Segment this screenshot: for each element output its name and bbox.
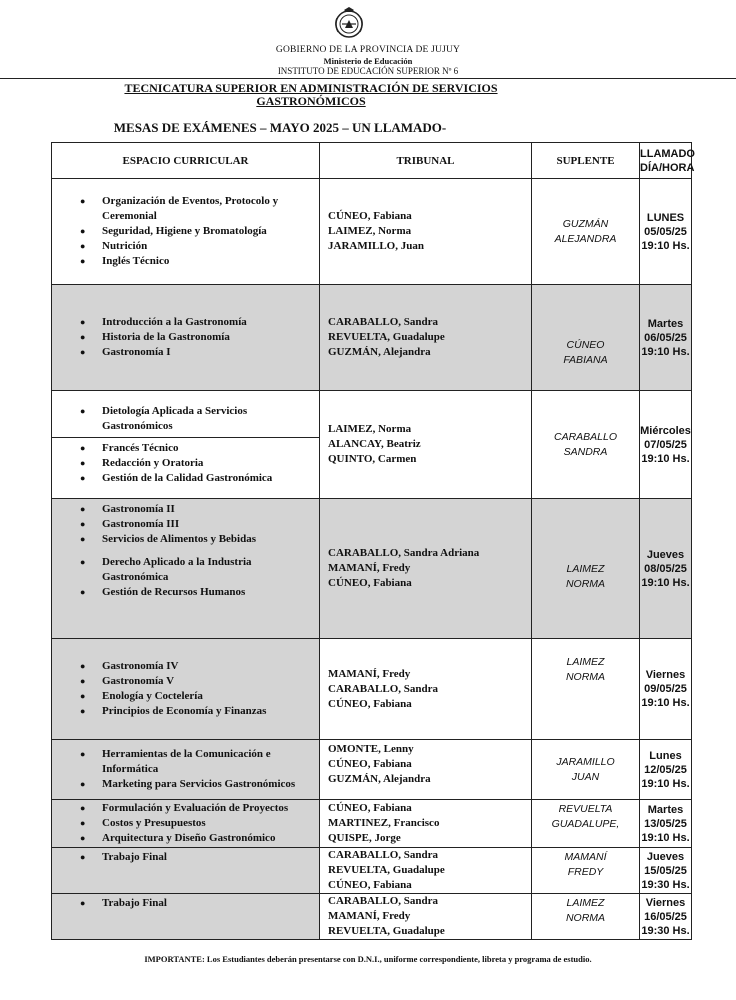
important-note: IMPORTANTE: Los Estudiantes deberán presentarse con D.N.I., uniforme correspondiente, libreta y programa de estudio.	[144, 954, 592, 964]
province-seal-icon	[332, 6, 366, 40]
government-heading: GOBIERNO DE LA PROVINCIA DE JUJUY	[275, 45, 461, 55]
list-item: ● Enología y Coctelería	[80, 690, 203, 702]
list-item: ● Derecho Aplicado a la Industria Gastronómica	[80, 556, 252, 583]
subjects-cell	[52, 639, 320, 740]
tribunal-cell: CARABALLO, Sandra Adriana MAMANÍ, Fredy CÚNEO, Fabiana	[320, 499, 532, 639]
header-divider	[0, 78, 736, 79]
tribunal-cell: CARABALLO, Sandra REVUELTA, Guadalupe GUZMÁN, Alejandra	[320, 285, 532, 391]
list-item: ● Nutrición	[80, 240, 148, 252]
list-item: ● Trabajo Final	[80, 897, 167, 909]
list-item: ● Gastronomía III	[80, 518, 180, 530]
list-item: ● Gastronomía II	[80, 503, 175, 515]
page-title: MESAS DE EXÁMENES – MAYO 2025 – UN LLAMADO-	[113, 120, 447, 135]
subjects-cell	[52, 848, 320, 894]
suplente-cell: CÚNEO FABIANA	[532, 285, 640, 391]
table-row	[52, 740, 692, 800]
column-header: SUPLENTE	[532, 143, 640, 179]
llamado-cell: Lunes 12/05/25 19:10 Hs.	[640, 740, 692, 800]
list-item: ● Dietología Aplicada a Servicios Gastronómicos	[80, 404, 248, 432]
suplente-cell: REVUELTA GUADALUPE,	[532, 800, 640, 848]
suplente-cell: CARABALLO SANDRA	[532, 391, 640, 499]
llamado-cell: Jueves 15/05/25 19:30 Hs.	[640, 848, 692, 894]
list-item: ● Inglés Técnico	[80, 255, 170, 267]
tribunal-cell: CÚNEO, Fabiana MARTINEZ, Francisco QUISPE, Jorge	[320, 800, 532, 848]
list-item: ● Redacción y Oratoria	[80, 456, 204, 469]
llamado-cell: LUNES 05/05/25 19:10 Hs.	[640, 179, 692, 285]
list-item: ● Organización de Eventos, Protocolo y Ceremonial	[80, 195, 279, 222]
list-item: ● Gestión de la Calidad Gastronómica	[80, 471, 273, 484]
llamado-cell: Jueves 08/05/25 19:10 Hs.	[640, 499, 692, 639]
tribunal-cell: MAMANÍ, Fredy CARABALLO, Sandra CÚNEO, Fabiana	[320, 639, 532, 740]
institute-heading: INSTITUTO DE EDUCACIÓN SUPERIOR Nº 6	[277, 66, 459, 76]
list-item: ● Gastronomía I	[80, 346, 171, 358]
list-item: ● Formulación y Evaluación de Proyectos	[80, 802, 289, 814]
list-item: ● Gestión de Recursos Humanos	[80, 586, 246, 598]
table-row	[52, 800, 692, 848]
table-row	[52, 639, 692, 740]
table-row	[52, 894, 692, 940]
subjects-divider	[52, 437, 319, 438]
table-row	[52, 499, 692, 639]
list-item: ● Servicios de Alimentos y Bebidas	[80, 533, 257, 545]
llamado-cell: Viernes 16/05/25 19:30 Hs.	[640, 894, 692, 940]
suplente-cell: MAMANÍ FREDY	[532, 848, 640, 894]
table-row	[52, 285, 692, 391]
tribunal-cell: OMONTE, Lenny CÚNEO, Fabiana GUZMÁN, Alejandra	[320, 740, 532, 800]
exam-schedule-table	[51, 142, 695, 940]
list-item: ● Costos y Presupuestos	[80, 817, 206, 829]
list-item: ● Historia de la Gastronomía	[80, 331, 230, 343]
list-item: ● Introducción a la Gastronomía	[80, 316, 247, 328]
column-header: TRIBUNAL	[320, 143, 532, 179]
ministry-heading: Ministerio de Educación	[323, 56, 413, 66]
list-item: ● Marketing para Servicios Gastronómicos	[80, 778, 296, 790]
suplente-cell: LAIMEZ NORMA	[532, 499, 640, 639]
table-row	[52, 391, 692, 499]
column-header: LLAMADO DÍA/HORA	[640, 143, 692, 179]
list-item: ● Arquitectura y Diseño Gastronómico	[80, 832, 276, 844]
subjects-cell	[52, 499, 320, 639]
suplente-cell: GUZMÁN ALEJANDRA	[532, 179, 640, 285]
tribunal-cell: CÚNEO, Fabiana LAIMEZ, Norma JARAMILLO, Juan	[320, 179, 532, 285]
tribunal-cell: CARABALLO, Sandra MAMANÍ, Fredy REVUELTA, Guadalupe	[320, 894, 532, 940]
subjects-cell	[52, 740, 320, 800]
subjects-cell	[52, 285, 320, 391]
list-item: ● Trabajo Final	[80, 851, 167, 863]
table-row	[52, 179, 692, 285]
tribunal-cell: LAIMEZ, Norma ALANCAY, Beatriz QUINTO, Carmen	[320, 391, 532, 499]
list-item: ● Gastronomía IV	[80, 660, 179, 672]
table-header-row	[52, 143, 692, 179]
llamado-cell: Martes 06/05/25 19:10 Hs.	[640, 285, 692, 391]
list-item: ● Francés Técnico	[80, 441, 179, 454]
suplente-cell: LAIMEZ NORMA	[532, 894, 640, 940]
list-item: ● Seguridad, Higiene y Bromatología	[80, 225, 267, 237]
subjects-cell	[52, 894, 320, 940]
subjects-cell	[52, 800, 320, 848]
llamado-cell: Martes 13/05/25 19:10 Hs.	[640, 800, 692, 848]
list-item: ● Gastronomía V	[80, 675, 175, 687]
subjects-cell	[52, 179, 320, 285]
career-title: TECNICATURA SUPERIOR EN ADMINISTRACIÓN DE SERVICIOS GASTRONÓMICOS	[124, 81, 498, 108]
suplente-cell: JARAMILLO JUAN	[532, 740, 640, 800]
table-row	[52, 848, 692, 894]
tribunal-cell: CARABALLO, Sandra REVUELTA, Guadalupe CÚNEO, Fabiana	[320, 848, 532, 894]
suplente-cell: LAIMEZ NORMA	[532, 639, 640, 740]
llamado-cell: Miércoles 07/05/25 19:10 Hs.	[640, 391, 692, 499]
llamado-cell: Viernes 09/05/25 19:10 Hs.	[640, 639, 692, 740]
list-item: ● Principios de Economía y Finanzas	[80, 705, 267, 717]
subjects-cell	[52, 391, 320, 499]
list-item: ● Herramientas de la Comunicación e Informática	[80, 748, 271, 775]
column-header: ESPACIO CURRICULAR	[52, 143, 320, 179]
